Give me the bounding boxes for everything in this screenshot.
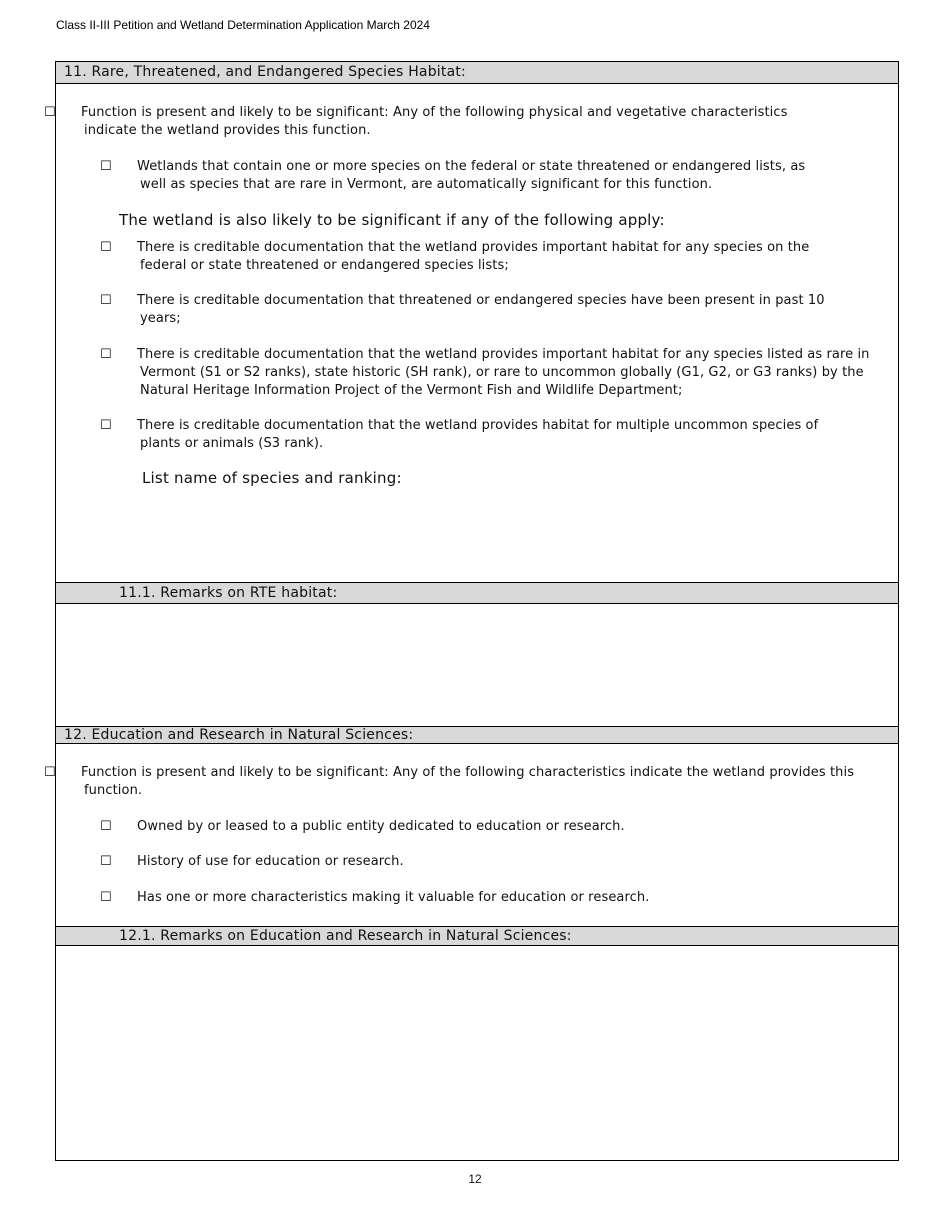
criterion-text: Has one or more characteristics making it valuable for education or research. [137,890,650,905]
section-12-function-option[interactable] [44,764,874,800]
section-11-1-remarks-heading: 11.1. Remarks on RTE habitat: [56,582,898,604]
section-11-1-remarks-area[interactable] [56,604,898,726]
checkbox-icon[interactable]: ☐ [100,890,112,905]
section-11-auto-significant-option[interactable] [100,158,830,194]
criterion-text: There is creditable documentation that the wetland provides habitat for multiple uncommon species of plants or animals (S3 rank). [137,418,819,451]
checkbox-icon[interactable]: ☐ [44,105,56,120]
checkbox-icon[interactable]: ☐ [100,854,112,869]
section-12-function-text: Function is present and likely to be significant: Any of the following characteristics indicate the wetland provides this function. [81,765,855,798]
form-table [44,61,899,1161]
criterion-text: There is creditable documentation that threatened or endangered species have been present in past 10 years; [137,293,825,326]
section-11-criterion-4[interactable] [100,417,840,453]
section-11-auto-text: Wetlands that contain one or more species on the federal or state threatened or endangered lists, as well as species that are rare in Vermont, are automatically significant for this function. [137,159,806,192]
section-12-criterion-3[interactable] [100,889,860,907]
section-11-heading: 11. Rare, Threatened, and Endangered Species Habitat: [56,62,898,84]
checkbox-icon[interactable]: ☐ [44,765,56,780]
section-11-function-text: Function is present and likely to be significant: Any of the following physical and vegetative characteristics indicate the wetland provides this function. [81,105,788,138]
criterion-text: Owned by or leased to a public entity dedicated to education or research. [137,819,625,834]
criterion-text: There is creditable documentation that the wetland provides important habitat for any species listed as rare in Vermont (S1 or S2 ranks), state historic (SH rank), or rare to uncommon globally (G1, G2, or G3 ranks) by the Natural Heritage Information Project of the Vermont Fish and Wildlife Department; [137,347,870,398]
section-11-criterion-1[interactable] [100,239,860,275]
section-11-criterion-3[interactable] [100,346,870,400]
section-12-criterion-2[interactable] [100,853,860,871]
checkbox-icon[interactable]: ☐ [100,819,112,834]
checkbox-icon[interactable]: ☐ [100,159,112,174]
checkbox-icon[interactable]: ☐ [100,293,112,308]
criterion-text: History of use for education or research. [137,854,404,869]
page-number: 12 [468,1172,482,1186]
checkbox-icon[interactable]: ☐ [100,240,112,255]
checkbox-icon[interactable]: ☐ [100,347,112,362]
section-12-1-remarks-heading: 12.1. Remarks on Education and Research in Natural Sciences: [56,926,898,946]
section-11-also-significant-intro: The wetland is also likely to be significant if any of the following apply: [119,211,665,229]
section-12-heading: 12. Education and Research in Natural Sciences: [56,726,898,744]
section-11-criterion-2[interactable] [100,292,860,328]
document-header: Class II-III Petition and Wetland Determination Application March 2024 [56,18,430,32]
species-list-label: List name of species and ranking: [142,469,402,487]
checkbox-icon[interactable]: ☐ [100,418,112,433]
criterion-text: There is creditable documentation that the wetland provides important habitat for any species on the federal or state threatened or endangered species lists; [137,240,810,273]
section-12-1-remarks-area[interactable] [56,946,898,1160]
section-11-function-option[interactable] [44,104,844,140]
section-12-criterion-1[interactable] [100,818,860,836]
